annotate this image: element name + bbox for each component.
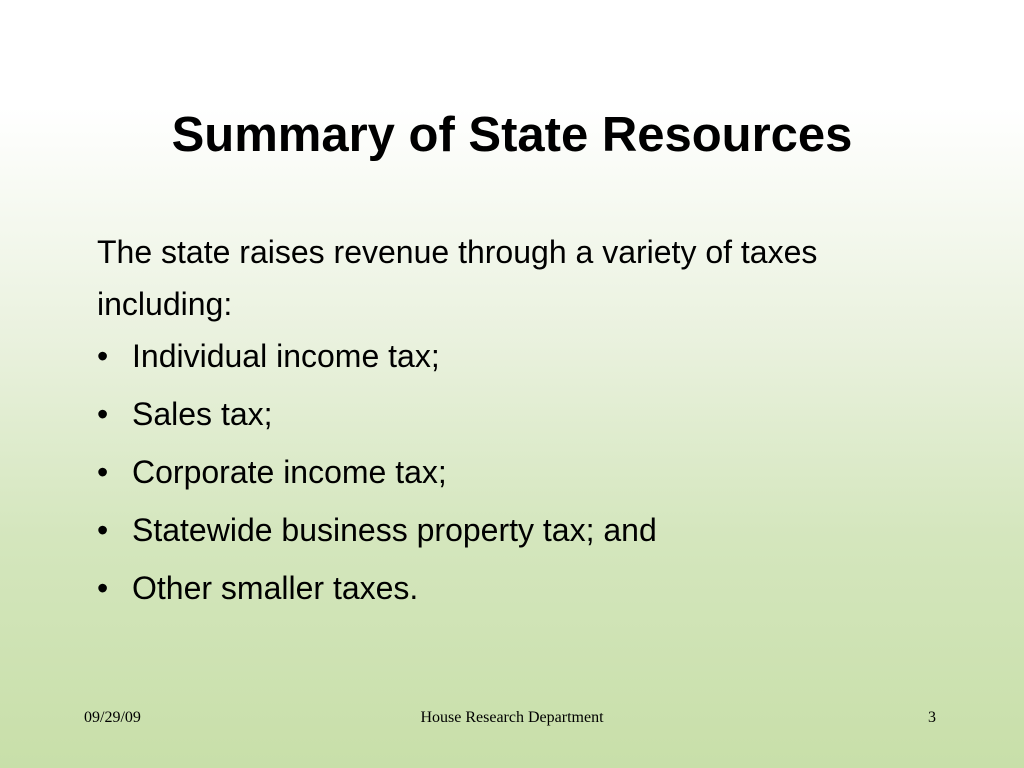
bullet-icon: • bbox=[97, 454, 109, 490]
bullet-text: Sales tax; bbox=[132, 396, 273, 432]
slide-title: Summary of State Resources bbox=[171, 108, 853, 162]
bullet-item-business-property-tax bbox=[97, 504, 917, 562]
bullet-text: Other smaller taxes. bbox=[132, 570, 419, 606]
bullet-icon: • bbox=[97, 396, 109, 432]
footer-department: House Research Department bbox=[420, 709, 604, 726]
bullet-item-corporate-income-tax bbox=[97, 446, 917, 504]
bullet-item-individual-income-tax bbox=[97, 330, 917, 388]
bullet-item-other-taxes bbox=[97, 562, 917, 620]
bullet-text: Statewide business property tax; and bbox=[132, 512, 657, 548]
bullet-item-sales-tax bbox=[97, 388, 917, 446]
slide-body bbox=[97, 226, 917, 620]
bullet-list bbox=[97, 330, 917, 620]
footer-page-number: 3 bbox=[928, 709, 936, 726]
bullet-icon: • bbox=[97, 570, 109, 606]
bullet-text: Corporate income tax; bbox=[132, 454, 447, 490]
intro-text: The state raises revenue through a variety of taxes including: bbox=[97, 234, 818, 322]
footer-date: 09/29/09 bbox=[84, 709, 141, 726]
bullet-icon: • bbox=[97, 512, 109, 548]
bullet-icon: • bbox=[97, 338, 109, 374]
bullet-text: Individual income tax; bbox=[132, 338, 440, 374]
